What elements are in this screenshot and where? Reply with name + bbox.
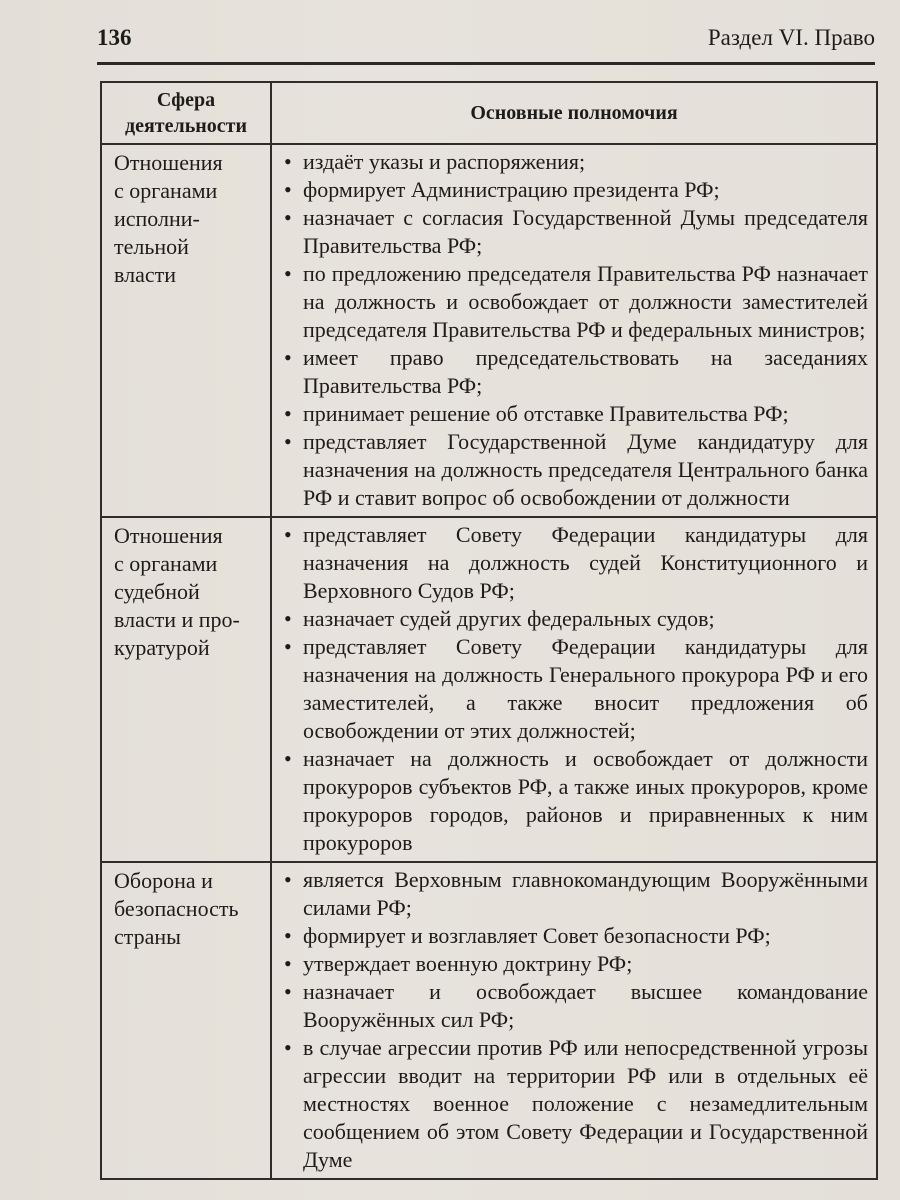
- list-item: • по предложению председателя Правительства РФ назначает на должность и освобождает от должности заместителей председателя Правительства РФ и федеральных министров;: [282, 260, 868, 344]
- sphere-line: с органами: [114, 551, 218, 576]
- sphere-line: Отношения: [114, 523, 223, 548]
- list-item: • издаёт указы и распоряжения;: [282, 148, 868, 176]
- list-item: • представляет Государственной Думе кандидатуру для назначения на должность председателя Центрального банка РФ и ставит вопрос об освобождении от должности: [282, 428, 868, 512]
- sphere-cell: [101, 862, 271, 1179]
- table-row: [101, 862, 877, 1179]
- powers-list: [282, 521, 868, 857]
- sphere-line: безопасность: [114, 896, 239, 921]
- list-item: • назначает судей других федеральных судов;: [282, 605, 868, 633]
- column-header-sphere: Сфера деятельности: [101, 82, 271, 144]
- list-item: • имеет право председательствовать на заседаниях Правительства РФ;: [282, 344, 868, 400]
- list-item: • утверждает военную доктрину РФ;: [282, 950, 868, 978]
- list-item: • в случае агрессии против РФ или непосредственной угрозы агрессии вводит на территории РФ или в отдельных её местностях военное положение с незамедлительным сообщением об этом Совету Федерации и Государственной Думе: [282, 1034, 868, 1174]
- sphere-line: тельной: [114, 234, 189, 259]
- powers-list: [282, 866, 868, 1174]
- sphere-line: Оборона и: [114, 868, 213, 893]
- table-row: [101, 144, 877, 517]
- table-row: [101, 517, 877, 862]
- powers-cell: [271, 144, 877, 517]
- sphere-line: судебной: [114, 579, 200, 604]
- list-item: • назначает на должность и освобождает от должности прокуроров субъектов РФ, а также иных прокуроров, кроме прокуроров городов, районов и приравненных к ним прокуроров: [282, 745, 868, 857]
- sphere-cell: [101, 517, 271, 862]
- section-title: Раздел VI. Право: [707, 25, 875, 50]
- list-item: • формирует и возглавляет Совет безопасности РФ;: [282, 922, 868, 950]
- sphere-line: куратурой: [114, 635, 210, 660]
- table-header-row: [101, 82, 877, 144]
- list-item: • назначает с согласия Государственной Думы председателя Правительства РФ;: [282, 204, 868, 260]
- sphere-line: Отношения: [114, 150, 223, 175]
- powers-list: [282, 148, 868, 512]
- list-item: • принимает решение об отставке Правительства РФ;: [282, 400, 868, 428]
- sphere-cell: [101, 144, 271, 517]
- sphere-line: исполни-: [114, 206, 200, 231]
- list-item: • представляет Совету Федерации кандидатуры для назначения на должность судей Конституционного и Верховного Судов РФ;: [282, 521, 868, 605]
- powers-table: [100, 81, 878, 1180]
- page-header: [97, 22, 875, 65]
- list-item: • представляет Совету Федерации кандидатуры для назначения на должность Генерального прокурора РФ и его заместителей, а также вносит предложения об освобождении от этих должностей;: [282, 633, 868, 745]
- sphere-line: власти и про-: [114, 607, 240, 632]
- sphere-line: власти: [114, 262, 176, 287]
- sphere-line: страны: [114, 924, 181, 949]
- list-item: • назначает и освобождает высшее командование Вооружённых сил РФ;: [282, 978, 868, 1034]
- sphere-line: с органами: [114, 178, 218, 203]
- powers-cell: [271, 517, 877, 862]
- list-item: • формирует Администрацию президента РФ;: [282, 176, 868, 204]
- list-item: • является Верховным главнокомандующим Вооружёнными силами РФ;: [282, 866, 868, 922]
- column-header-powers: Основные полномочия: [271, 82, 877, 144]
- page-number: 136: [97, 25, 132, 50]
- powers-cell: [271, 862, 877, 1179]
